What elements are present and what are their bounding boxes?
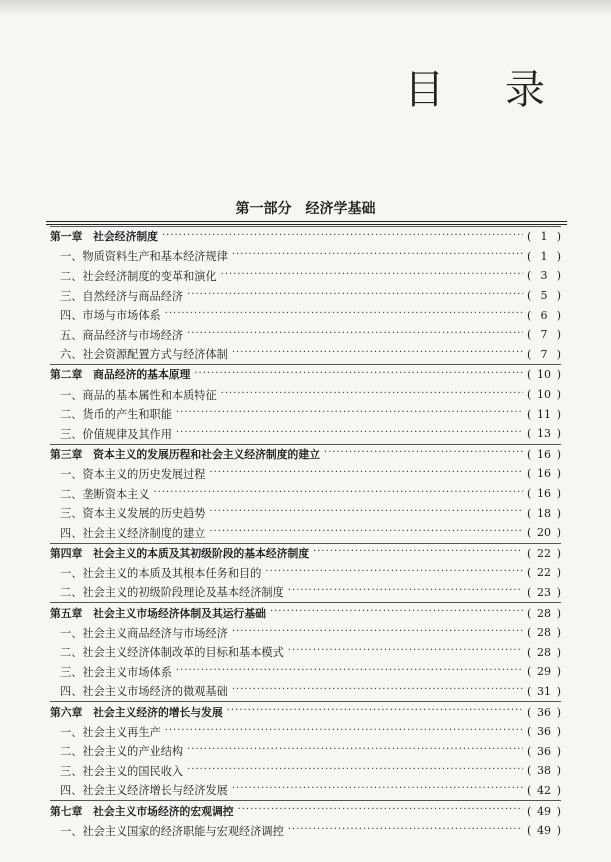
toc-entry-title: 二、货币的产生和职能 (60, 408, 172, 422)
dot-leader (162, 231, 523, 243)
dot-leader (288, 825, 523, 837)
dot-leader (165, 726, 523, 738)
dot-leader (232, 784, 523, 796)
toc-section-entry[interactable] (50, 642, 561, 662)
toc-page-number: ( 31 ) (527, 684, 561, 698)
toc-page-number: ( 20 ) (527, 526, 561, 540)
toc-entry-title: 第二章 商品经济的基本原理 (50, 368, 191, 382)
dot-leader (187, 765, 523, 777)
dot-leader (187, 329, 523, 341)
toc-entry-title: 二、社会经济制度的变革和演化 (60, 269, 217, 283)
dot-leader (238, 805, 523, 817)
toc-chapter-entry[interactable] (50, 444, 561, 465)
dot-leader (221, 270, 523, 282)
page-number-value: 20 (537, 526, 551, 540)
page-number-value: 36 (537, 705, 551, 719)
dot-leader (209, 527, 523, 539)
toc-section-entry[interactable] (50, 662, 561, 682)
toc-page-number: ( 36 ) (527, 725, 561, 739)
toc-page-number: ( 1 ) (527, 249, 561, 263)
page-number-value: 23 (537, 585, 551, 599)
toc-entry-title: 一、社会主义商品经济与市场经济 (60, 626, 228, 640)
toc-page-number: ( 1 ) (527, 230, 561, 244)
toc-entry-title: 第三章 资本主义的发展历程和社会主义经济制度的建立 (50, 447, 320, 461)
toc-page-number: ( 23 ) (527, 585, 561, 599)
toc-section-entry[interactable] (50, 484, 561, 504)
toc-page-number: ( 6 ) (527, 308, 561, 322)
toc-page-number: ( 36 ) (527, 705, 561, 719)
toc-page-number: ( 11 ) (527, 407, 561, 421)
toc-entry-title: 二、社会主义的产业结构 (60, 745, 184, 759)
toc-entry-title: 二、社会主义的初级阶段理论及基本经济制度 (60, 586, 284, 600)
toc-entry-title: 四、社会主义市场经济的微观基础 (60, 685, 228, 699)
toc-chapter-entry[interactable] (50, 226, 561, 247)
toc-section-entry[interactable] (50, 266, 561, 286)
dot-leader (232, 685, 523, 697)
toc-section-entry[interactable] (50, 523, 561, 543)
page-number-value: 28 (537, 645, 551, 659)
page-number-value: 10 (537, 388, 551, 402)
page-number-value: 28 (537, 626, 551, 640)
page-number-value: 16 (537, 447, 551, 461)
toc-page-number: ( 42 ) (527, 783, 561, 797)
page-number-value: 10 (537, 368, 551, 382)
dot-leader (227, 706, 523, 718)
page-number-value: 22 (537, 566, 551, 580)
toc-page-number: ( 28 ) (527, 645, 561, 659)
dot-leader (154, 488, 523, 500)
dot-leader (288, 586, 523, 598)
toc-chapter-entry[interactable] (50, 800, 561, 821)
toc-chapter-entry[interactable] (50, 364, 561, 385)
toc-section-entry[interactable] (50, 503, 561, 523)
toc-entry-title: 第六章 社会主义经济的增长与发展 (50, 705, 223, 719)
toc-entry-title: 一、社会主义再生产 (60, 725, 161, 739)
toc-section-entry[interactable] (50, 761, 561, 781)
dot-leader (313, 547, 523, 559)
table-of-contents (50, 226, 561, 840)
toc-section-entry[interactable] (50, 247, 561, 267)
toc-page-number: ( 22 ) (527, 566, 561, 580)
toc-entry-title: 五、商品经济与市场经济 (60, 328, 184, 342)
page-number-value: 28 (537, 606, 551, 620)
page-number-value: 29 (537, 665, 551, 679)
toc-entry-title: 二、社会主义经济体制改革的目标和基本模式 (60, 646, 284, 660)
toc-section-entry[interactable] (50, 464, 561, 484)
toc-page-number: ( 18 ) (527, 506, 561, 520)
toc-entry-title: 第五章 社会主义市场经济体制及其运行基础 (50, 606, 266, 620)
dot-leader (187, 290, 523, 302)
page-number-value: 5 (540, 289, 548, 303)
toc-page-number: ( 10 ) (527, 368, 561, 382)
dot-leader (232, 250, 523, 262)
dot-leader (209, 468, 523, 480)
toc-entry-title: 三、社会主义市场体系 (60, 665, 172, 679)
toc-entry-title: 三、资本主义发展的历史趋势 (60, 507, 206, 521)
toc-page-number: ( 16 ) (527, 447, 561, 461)
toc-chapter-entry[interactable] (50, 701, 561, 722)
toc-entry-title: 三、自然经济与商品经济 (60, 289, 184, 303)
toc-entry-title: 四、市场与市场体系 (60, 309, 161, 323)
toc-entry-title: 一、社会主义的本质及其根本任务和目的 (60, 566, 262, 580)
toc-section-entry[interactable] (50, 385, 561, 405)
part-title: 第一部分 经济学基础 (235, 201, 376, 217)
toc-page-number: ( 16 ) (527, 487, 561, 501)
toc-entry-title: 一、社会主义国家的经济职能与宏观经济调控 (60, 824, 284, 838)
page-number-value: 1 (540, 249, 548, 263)
dot-leader (176, 408, 523, 420)
dot-leader (270, 607, 523, 619)
toc-entry-title: 第一章 社会经济制度 (50, 230, 158, 244)
page-number-value: 13 (537, 427, 551, 441)
page-number-value: 36 (537, 744, 551, 758)
page-number-value: 16 (537, 467, 551, 481)
toc-section-entry[interactable] (50, 345, 561, 365)
page-number-value: 6 (540, 308, 548, 322)
page-number-value: 42 (537, 783, 551, 797)
toc-section-entry[interactable] (50, 583, 561, 603)
dot-leader (288, 646, 523, 658)
toc-entry-title: 六、社会资源配置方式与经济体制 (60, 348, 228, 362)
toc-chapter-entry[interactable] (50, 543, 561, 564)
toc-page-number: ( 5 ) (527, 289, 561, 303)
toc-section-entry[interactable] (50, 305, 561, 325)
toc-entry-title: 第七章 社会主义市场经济的宏观调控 (50, 804, 234, 818)
toc-entry-title: 一、资本主义的历史发展过程 (60, 467, 206, 481)
toc-section-entry[interactable] (50, 286, 561, 306)
dot-leader (324, 448, 523, 460)
toc-page-number: ( 38 ) (527, 764, 561, 778)
toc-page-number: ( 10 ) (527, 388, 561, 402)
page-number-value: 38 (537, 764, 551, 778)
page-number-value: 7 (540, 328, 548, 342)
toc-page-number: ( 7 ) (527, 328, 561, 342)
toc-page-number: ( 28 ) (527, 626, 561, 640)
dot-leader (232, 627, 523, 639)
page-number-value: 49 (537, 804, 551, 818)
toc-section-entry[interactable] (50, 682, 561, 702)
dot-leader (265, 567, 523, 579)
toc-section-entry[interactable] (50, 722, 561, 742)
toc-page-number: ( 22 ) (527, 546, 561, 560)
toc-section-entry[interactable] (50, 781, 561, 801)
toc-entry-title: 一、商品的基本属性和本质特征 (60, 388, 217, 402)
toc-section-entry[interactable] (50, 404, 561, 424)
toc-section-entry[interactable] (50, 563, 561, 583)
dot-leader (187, 745, 523, 757)
toc-chapter-entry[interactable] (50, 602, 561, 623)
toc-entry-title: 四、社会主义经济增长与经济发展 (60, 784, 228, 798)
dot-leader (165, 309, 523, 321)
toc-entry-title: 三、社会主义的国民收入 (60, 764, 184, 778)
dot-leader (176, 428, 523, 440)
toc-page-number: ( 13 ) (527, 427, 561, 441)
page-number-value: 36 (537, 725, 551, 739)
toc-page-number: ( 49 ) (527, 824, 561, 838)
toc-section-entry[interactable] (50, 424, 561, 444)
page-number-value: 49 (537, 824, 551, 838)
page-top-edge (0, 0, 611, 14)
toc-entry-title: 四、社会主义经济制度的建立 (60, 526, 206, 540)
page-number-value: 16 (537, 487, 551, 501)
toc-page-number: ( 28 ) (527, 606, 561, 620)
page-number-value: 18 (537, 506, 551, 520)
dot-leader (209, 507, 523, 519)
toc-page-number: ( 49 ) (527, 804, 561, 818)
toc-entry-title: 二、垄断资本主义 (60, 487, 150, 501)
dot-leader (194, 369, 523, 381)
page-number-value: 11 (537, 407, 551, 421)
toc-entry-title: 三、价值规律及其作用 (60, 427, 172, 441)
page-number-value: 7 (540, 347, 548, 361)
toc-section-entry[interactable] (50, 821, 561, 841)
toc-entry-title: 一、物质资料生产和基本经济规律 (60, 250, 228, 264)
page-title: 目 录 (404, 67, 569, 113)
page-number-value: 22 (537, 546, 551, 560)
dot-leader (176, 666, 523, 678)
toc-page-number: ( 36 ) (527, 744, 561, 758)
page-number-value: 3 (540, 269, 548, 283)
dot-leader (221, 389, 523, 401)
toc-page-number: ( 7 ) (527, 347, 561, 361)
toc-page-number: ( 3 ) (527, 269, 561, 283)
part-divider-thin (46, 224, 567, 225)
page-number-value: 1 (540, 230, 548, 244)
toc-section-entry[interactable] (50, 741, 561, 761)
toc-page-number: ( 16 ) (527, 467, 561, 481)
toc-entry-title: 第四章 社会主义的本质及其初级阶段的基本经济制度 (50, 546, 310, 560)
part-divider-thick (46, 221, 567, 222)
dot-leader (232, 348, 523, 360)
toc-section-entry[interactable] (50, 623, 561, 643)
page-number-value: 31 (537, 684, 551, 698)
toc-page-number: ( 29 ) (527, 665, 561, 679)
toc-section-entry[interactable] (50, 325, 561, 345)
